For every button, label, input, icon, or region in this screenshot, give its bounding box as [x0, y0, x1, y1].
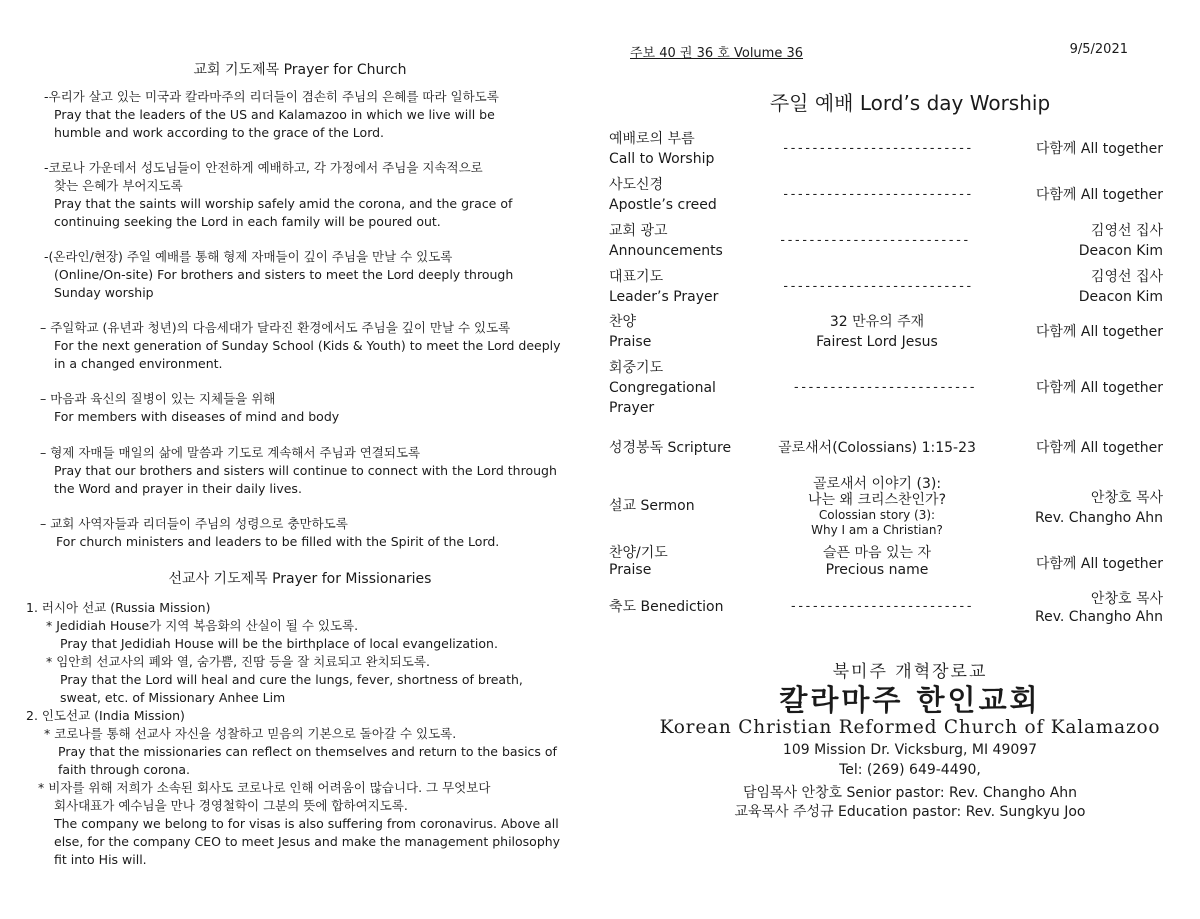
row-leader-ko: 안창호 목사: [1090, 591, 1163, 607]
prayer-line: – 교회 사역자들과 리더들이 주님의 성령으로 충만하도록: [40, 516, 348, 531]
prayer-item-5: [40, 390, 339, 426]
church-address: 109 Mission Dr. Vicksburg, MI 49097: [782, 742, 1038, 758]
row-leader-ko: 김영선 집사: [1090, 269, 1163, 285]
row-label-ko: 회중기도: [609, 360, 664, 376]
worship-row-congregational-prayer: [609, 358, 1163, 418]
row-label-en: Leader’s Prayer: [609, 289, 719, 305]
row-label-en: Announcements: [609, 243, 723, 259]
prayer-line: Pray that the saints will worship safely amid the corona, and the grace of: [54, 196, 513, 211]
prayer-line: continuing seeking the Lord in each family will be poured out.: [54, 214, 441, 229]
mission-heading: 1. 러시아 선교 (Russia Mission): [26, 600, 211, 615]
row-scripture-ref: 골로새서(Colossians) 1:15-23: [778, 440, 976, 456]
prayer-line: For church ministers and leaders to be filled with the Spirit of the Lord.: [56, 534, 500, 549]
row-leader-ko: 안창호 목사: [1090, 490, 1163, 506]
row-sermon-title: [757, 476, 997, 538]
worship-row-sermon: [609, 476, 1163, 538]
church-korean-name: 칼라마주 한인교회: [779, 683, 1041, 717]
row-label-en: Praise: [609, 334, 652, 350]
church-tel: Tel: (269) 649-4490,: [839, 762, 981, 778]
row-dashes: --------------------------: [781, 279, 973, 294]
prayer-item-4: [40, 319, 561, 373]
sermon-subtitle-ko: 나는 왜 크리스찬인가?: [807, 492, 947, 508]
mission-line: else, for the company CEO to meet Jesus and make the management philosophy: [54, 834, 561, 849]
row-leader: 다함께 All together: [1035, 141, 1163, 157]
mission-line: Pray that the missionaries can reflect on themselves and return to the basics of: [58, 744, 557, 759]
prayer-line: – 마음과 육신의 질병이 있는 지체들을 위해: [40, 391, 276, 406]
mission-line: 회사대표가 예수님을 만나 경영철학이 그분의 뜻에 합하여지도록.: [54, 798, 408, 813]
mission-line: * 비자를 위해 저희가 소속된 회사도 코로나로 인해 어려움이 많습니다. 그 무엇보다: [38, 780, 491, 795]
church-english-name: Korean Christian Reformed Church of Kalamazoo: [659, 717, 1161, 738]
row-label-en: Apostle’s creed: [609, 197, 717, 213]
prayer-line: For members with diseases of mind and body: [54, 409, 340, 424]
row-label: [609, 545, 668, 579]
prayer-line: humble and work according to the grace of the Lord.: [54, 125, 385, 140]
row-label-en: Call to Worship: [609, 151, 715, 167]
row-leader-en: Rev. Changho Ahn: [1034, 510, 1163, 526]
prayer-line: in a changed environment.: [54, 356, 223, 371]
worship-row-call: [609, 129, 1163, 169]
bulletin-volume: 주보 40 권 36 호 Volume 36: [630, 46, 804, 61]
missionary-prayer-title: 선교사 기도제목 Prayer for Missionaries: [168, 571, 432, 587]
row-label: [609, 358, 716, 418]
worship-row-benediction: [609, 590, 1163, 630]
row-dashes: --------------------------: [778, 233, 970, 248]
row-dashes: --------------------------: [781, 141, 973, 156]
row-leader: [1079, 221, 1163, 261]
row-label-en: Praise: [609, 562, 652, 578]
mission-heading: 2. 인도선교 (India Mission): [26, 708, 185, 723]
prayer-item-1: [44, 88, 499, 142]
prayer-line: 찾는 은혜가 부어지도록: [54, 178, 183, 193]
sermon-title-ko: 골로새서 이야기 (3):: [812, 476, 942, 492]
church-denomination: 북미주 개혁장로교: [832, 662, 988, 682]
row-leader: 다함께 All together: [1035, 380, 1163, 396]
row-leader: [1035, 590, 1163, 626]
row-label-ko: 찬양/기도: [609, 545, 668, 561]
prayer-line: (Online/On-site) For brothers and sisters to meet the Lord deeply through: [54, 267, 514, 282]
row-label: [609, 175, 717, 215]
row-label-ko: 교회 광고: [609, 223, 668, 239]
hymn-en: Precious name: [825, 562, 929, 578]
row-label-ko: 예배로의 부름: [609, 131, 695, 147]
prayer-line: Pray that our brothers and sisters will continue to connect with the Lord through: [54, 463, 557, 478]
row-leader: 다함께 All together: [1035, 556, 1163, 572]
mission-line: Pray that Jedidiah House will be the birthplace of local evangelization.: [60, 636, 498, 651]
prayer-item-6: [40, 444, 557, 498]
right-page: [600, 0, 1200, 919]
row-leader-ko: 김영선 집사: [1090, 223, 1163, 239]
row-leader: [1079, 267, 1163, 307]
hymn-en: Fairest Lord Jesus: [816, 334, 938, 350]
mission-line: * 임안희 선교사의 폐와 열, 숨가쁨, 진땀 등을 잘 치료되고 완치되도록.: [46, 654, 430, 669]
church-education-pastor: 교육목사 주성규 Education pastor: Rev. Sungkyu Joo: [734, 804, 1086, 820]
row-label: 성경봉독 Scripture: [609, 440, 732, 456]
prayer-line: -우리가 살고 있는 미국과 칼라마주의 리더들이 겸손히 주님의 은혜를 따라 일하도록: [44, 89, 499, 104]
row-leader: [1035, 488, 1163, 528]
worship-row-creed: [609, 175, 1163, 215]
row-dashes: -------------------------: [792, 380, 976, 395]
row-leader-en: Deacon Kim: [1078, 243, 1163, 259]
worship-row-leaders-prayer: [609, 267, 1163, 307]
prayer-item-3: [44, 248, 513, 302]
church-prayer-title: 교회 기도제목 Prayer for Church: [193, 62, 407, 78]
row-label-ko: 대표기도: [609, 269, 664, 285]
row-label-en: Prayer: [609, 400, 655, 416]
worship-row-praise-prayer: [609, 545, 1163, 585]
sermon-subtitle-en: Why I am a Christian?: [811, 523, 943, 537]
worship-row-praise: [609, 312, 1163, 352]
row-label: 설교 Sermon: [609, 498, 695, 514]
prayer-item-2: [44, 159, 512, 231]
prayer-item-7: [40, 515, 499, 551]
row-label: [609, 129, 714, 169]
mission-line: * Jedidiah House가 지역 복음화의 산실이 될 수 있도록.: [46, 618, 359, 633]
row-label-en: Congregational: [609, 380, 716, 396]
worship-row-scripture: [609, 438, 1163, 458]
prayer-line: – 주일학교 (유년과 청년)의 다음세대가 달라진 환경에서도 주님을 깊이 만날 수 있도록: [40, 320, 511, 335]
mission-line: sweat, etc. of Missionary Anhee Lim: [60, 690, 286, 705]
church-senior-pastor: 담임목사 안창호 Senior pastor: Rev. Changho Ahn: [742, 785, 1078, 801]
row-leader: 다함께 All together: [1035, 187, 1163, 203]
row-hymn: [757, 545, 997, 579]
row-label: [609, 221, 723, 261]
mission-line: * 코로나를 통해 선교사 자신을 성찰하고 믿음의 기본으로 돌아갈 수 있도록.: [44, 726, 457, 741]
hymn-ko: 슬픈 마음 있는 자: [822, 545, 932, 561]
mission-line: faith through corona.: [58, 762, 191, 777]
row-leader-en: Rev. Changho Ahn: [1034, 609, 1163, 625]
bulletin-date: 9/5/2021: [1069, 42, 1128, 57]
prayer-line: -코로나 가운데서 성도님들이 안전하게 예배하고, 각 가정에서 주님을 지속적으로: [44, 160, 483, 175]
row-label: [609, 267, 718, 307]
prayer-line: For the next generation of Sunday School (Kids & Youth) to meet the Lord deeply: [54, 338, 561, 353]
mission-line: Pray that the Lord will heal and cure the lungs, fever, shortness of breath,: [60, 672, 523, 687]
row-label: 축도 Benediction: [609, 599, 724, 615]
row-label-ko: 찬양: [609, 314, 637, 330]
row-leader: 다함께 All together: [1035, 440, 1163, 456]
mission-line: The company we belong to for visas is also suffering from coronavirus. Above all: [54, 816, 559, 831]
prayer-line: Sunday worship: [54, 285, 154, 300]
missionary-prayer-list: [26, 599, 560, 869]
row-leader: 다함께 All together: [1035, 324, 1163, 340]
row-hymn: [757, 312, 997, 352]
row-label: [609, 312, 651, 352]
worship-row-announcements: [609, 221, 1163, 261]
prayer-line: -(온라인/현장) 주일 예배를 통해 형제 자매들이 깊이 주님을 만날 수 있도록: [44, 249, 453, 264]
worship-title: 주일 예배 Lord’s day Worship: [769, 91, 1051, 115]
hymn-ko: 32 만유의 주재: [829, 314, 925, 330]
mission-line: fit into His will.: [54, 852, 147, 867]
prayer-line: Pray that the leaders of the US and Kalamazoo in which we live will be: [54, 107, 495, 122]
prayer-line: – 형제 자매들 매일의 삶에 말씀과 기도로 계속해서 주님과 연결되도록: [40, 445, 421, 460]
sermon-title-en: Colossian story (3):: [818, 508, 936, 522]
prayer-line: the Word and prayer in their daily lives.: [54, 481, 302, 496]
row-dashes: --------------------------: [781, 187, 973, 202]
row-label-ko: 사도신경: [609, 177, 664, 193]
row-dashes: -------------------------: [789, 599, 973, 614]
row-leader-en: Deacon Kim: [1078, 289, 1163, 305]
